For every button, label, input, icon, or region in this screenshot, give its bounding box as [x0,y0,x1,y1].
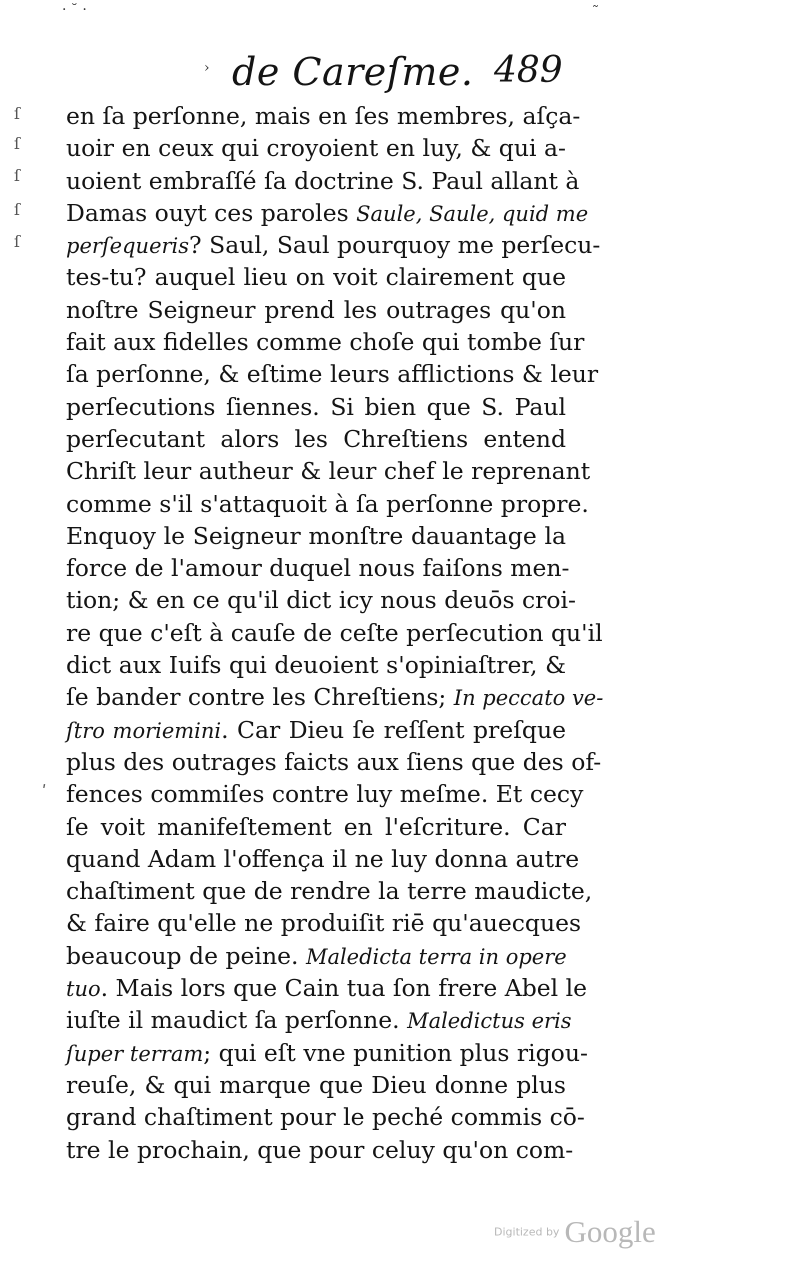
latin-quotation: tuo [66,977,101,1002]
text-run: plus des outrages faicts aux ſiens que des of- [66,747,602,776]
text-line [66,423,566,455]
text-line [66,1037,588,1069]
latin-quotation: Maledictus eris [407,1009,572,1034]
text-line [66,649,566,681]
text-run: tes-tu? auquel lieu on voit clairement que [66,263,566,292]
text-line [66,907,582,939]
text-run: ſa perſonne, & eſtime leurs afflictions & leur [66,360,599,389]
text-line [66,584,576,616]
text-run: force de l'amour duquel nous faiſons men- [66,554,570,583]
text-line [66,261,566,293]
latin-quotation: Saule, Saule, quid me [356,201,589,226]
text-line [66,1101,585,1133]
text-run: dict aux Iuifs qui deuoient s'opiniaſtrer, & [66,651,566,680]
text-line [66,326,585,358]
text-run: comme s'il s'attaquoit à ſa perſonne propre. [66,489,589,518]
text-run: reuſe, & qui marque que Dieu donne plus [66,1070,566,1099]
margin-mark: ʹ [42,782,47,801]
latin-quotation: In peccato ve- [453,686,604,711]
text-run: ; qui eſt vne punition plus rigou- [203,1038,588,1067]
text-line [66,100,581,132]
text-run: ſe bander contre les Chreſtiens; [66,683,454,712]
text-run: perſecutions ſiennes. Si bien que S. Paul [66,392,566,421]
latin-quotation: perſequeris [66,234,190,259]
text-line [66,552,570,584]
text-run: ? Saul, Saul pourquoy me perſecu- [189,231,601,260]
text-line [66,520,566,552]
scan-speck: ˜ [592,4,599,20]
text-line [66,1069,566,1101]
text-run: Enquoy le Seigneur monſtre dauantage la [66,521,566,550]
text-run: chaſtiment que de rendre la terre maudicte, [66,877,593,906]
text-line [66,681,604,713]
latin-quotation: ſuper terram [66,1041,204,1066]
text-run: iuſte il maudict ſa perſonne. [66,1006,408,1035]
google-logo: Google [564,1214,656,1249]
text-run: fences commiſes contre luy meſme. Et cecy [66,780,584,809]
text-line [66,229,601,261]
text-run: en ſa perſonne, mais en ſes membres, aſça- [66,102,581,130]
text-line [66,197,589,229]
text-run: . Mais lors que Cain tua ſon frere Abel le [100,974,588,1003]
text-line [66,811,566,843]
text-run: Chriſt leur autheur & leur chef le reprenant [66,457,591,486]
text-run: uoir en ceux qui croyoient en luy, & qui a- [66,134,566,163]
text-line [66,972,588,1004]
text-line [66,1004,572,1036]
text-line [66,875,593,907]
text-run: & faire qu'elle ne produiſit riē qu'auecques [66,909,582,938]
running-title: de Careſme. [232,50,474,94]
text-line [66,1134,574,1166]
margin-mark: ſ [14,232,20,251]
margin-mark: ſ [14,104,20,123]
latin-quotation: ſtro moriemini [66,718,222,743]
text-line [66,714,566,746]
text-run: quand Adam l'offença il ne luy donna autre [66,844,580,873]
text-line [66,165,580,197]
watermark-prefix: Digitized by [494,1225,560,1239]
text-run: tion; & en ce qu'il dict icy nous deuōs croi- [66,586,576,615]
text-line [66,391,566,423]
text-line [66,778,584,810]
text-run: . Car Dieu ſe reſſent preſque [221,715,566,744]
latin-quotation: Maledicta terra in opere [305,944,567,969]
text-line [66,488,589,520]
margin-mark: ſ [14,166,20,185]
text-line [66,940,566,972]
text-run: ſe voit manifeſtement en l'eſcriture. Car [66,812,566,841]
scan-speck: · ˘ · [62,2,87,18]
text-line [66,294,566,326]
text-line [66,617,603,649]
margin-mark: ſ [14,200,20,219]
text-run: fait aux fidelles comme choſe qui tombe ſur [66,328,585,357]
text-run: beaucoup de peine. [66,941,306,970]
text-run: perſecutant alors les Chreſtiens entend [66,424,566,453]
scan-speck: › [204,60,210,76]
body-text [66,100,604,1166]
text-line [66,132,566,164]
text-line [66,455,591,487]
text-run: re que c'eſt à cauſe de ceſte perſecution qu'il [66,618,603,647]
digitized-by-google-watermark [494,1214,656,1250]
text-line [66,843,580,875]
text-run: Damas ouyt ces paroles [66,198,357,227]
text-run: tre le prochain, que pour celuy qu'on com- [66,1135,574,1164]
text-run: noſtre Seigneur prend les outrages qu'on [66,295,566,324]
text-run: grand chaſtiment pour le peché commis cō- [66,1103,585,1132]
text-run: uoient embraſſé ſa doctrine S. Paul allant à [66,166,580,195]
page-number: 489 [494,50,563,91]
margin-mark: ſ [14,134,20,153]
text-line [66,746,602,778]
text-line [66,358,599,390]
